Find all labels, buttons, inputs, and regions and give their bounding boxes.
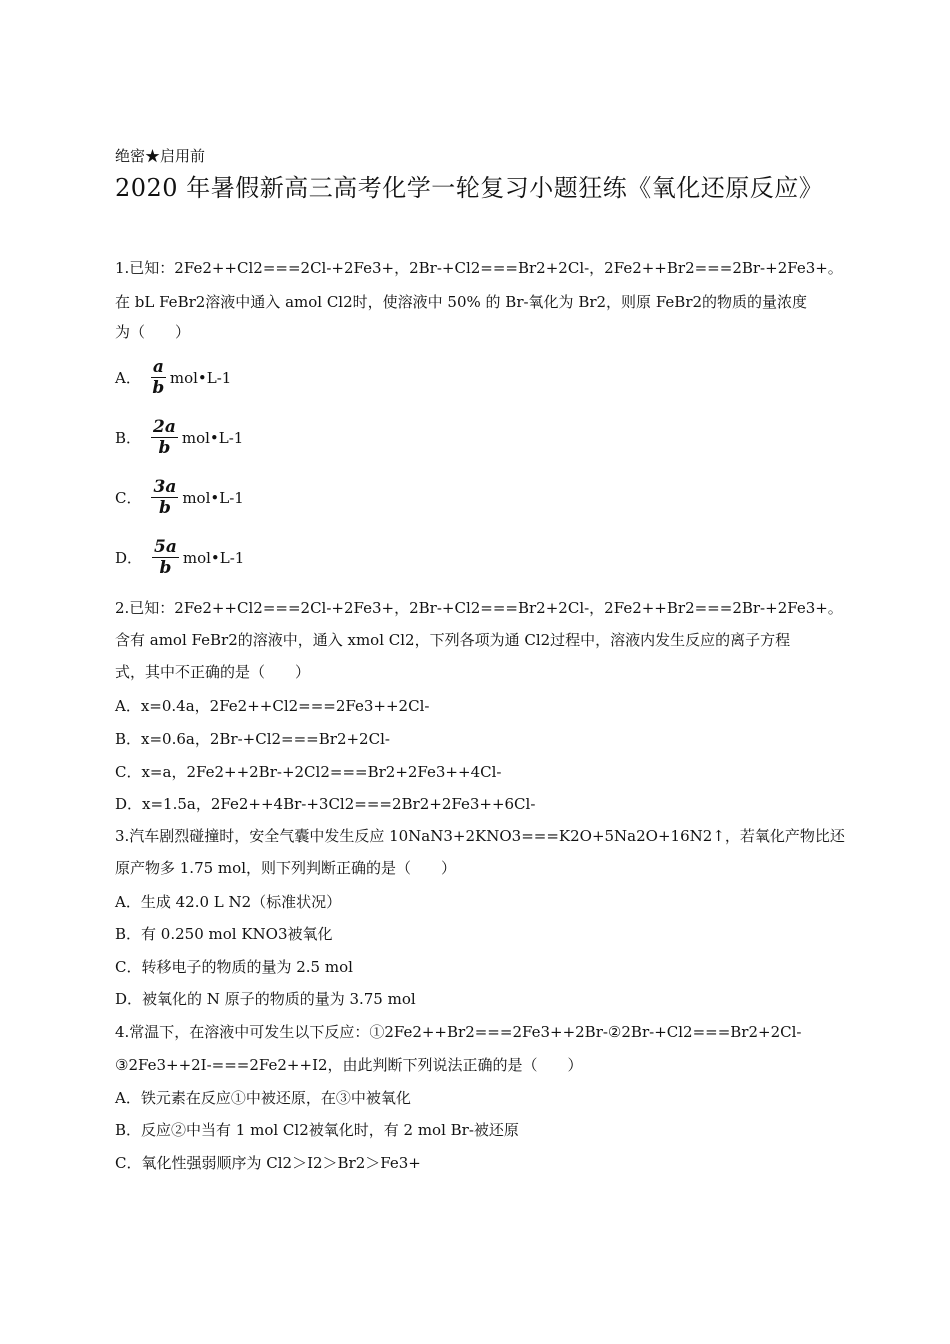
q2-stem-line2: 含有 amol FeBr2的溶液中，通入 xmol Cl2，下列各项为通 Cl2过程中，溶液内发生反应的离子方程	[115, 631, 791, 649]
fraction-denominator: b	[158, 498, 171, 518]
q3-option-a: A．生成 42.0 L N2（标准状况）	[115, 893, 342, 911]
q3-stem-line1: 3.汽车剧烈碰撞时，安全气囊中发生反应 10NaN3+2KNO3===K2O+5Na2O+16N2↑，若氧化产物比还	[115, 827, 845, 845]
q2-option-a: A．x=0.4a，2Fe2++Cl2===2Fe3++2Cl-	[115, 697, 430, 715]
q2-option-c: C．x=a，2Fe2++2Br-+2Cl2===Br2+2Fe3++4Cl-	[115, 763, 502, 781]
q3-option-d: D．被氧化的 N 原子的物质的量为 3.75 mol	[115, 990, 416, 1008]
q1-stem-line3: 为（ ）	[115, 323, 191, 341]
fraction	[151, 358, 166, 397]
q1-option-c	[115, 478, 244, 517]
q1-option-b	[115, 418, 243, 457]
unit: mol•L-1	[169, 368, 232, 387]
fraction-numerator: 3a	[153, 477, 177, 497]
q4-option-a: A．铁元素在反应①中被还原，在③中被氧化	[115, 1089, 411, 1107]
fraction-numerator: 5a	[154, 537, 177, 557]
q1-stem-line2: 在 bL FeBr2溶液中通入 amol Cl2时，使溶液中 50% 的 Br-氧化为 Br2，则原 FeBr2的物质的量浓度	[115, 293, 808, 311]
q1-stem-line1: 1.已知：2Fe2++Cl2===2Cl-+2Fe3+，2Br-+Cl2===Br2+2Cl-，2Fe2++Br2===2Br-+2Fe3+。	[115, 259, 843, 277]
q3-option-b: B．有 0.250 mol KNO3被氧化	[115, 925, 333, 943]
fraction-denominator: b	[152, 378, 165, 398]
page-title: 2020 年暑假新高三高考化学一轮复习小题狂练《氧化还原反应》	[115, 174, 824, 202]
q4-option-b: B．反应②中当有 1 mol Cl2被氧化时，有 2 mol Br-被还原	[115, 1121, 519, 1139]
q2-stem-line1: 2.已知：2Fe2++Cl2===2Cl-+2Fe3+，2Br-+Cl2===Br2+2Cl-，2Fe2++Br2===2Br-+2Fe3+。	[115, 599, 843, 617]
fraction-numerator: 2a	[153, 417, 176, 437]
fraction-numerator: a	[152, 357, 164, 377]
fraction	[151, 418, 178, 457]
unit: mol•L-1	[181, 428, 244, 447]
q1-option-a	[115, 358, 231, 397]
q2-option-b: B．x=0.6a，2Br-+Cl2===Br2+2Cl-	[115, 730, 390, 748]
q2-option-d: D．x=1.5a，2Fe2++4Br-+3Cl2===2Br2+2Fe3++6Cl-	[115, 795, 536, 813]
secret-label: 绝密★启用前	[115, 147, 206, 165]
option-letter: D．	[115, 549, 143, 567]
unit: mol•L-1	[182, 548, 245, 567]
q2-stem-line3: 式，其中不正确的是（ ）	[115, 663, 311, 681]
q4-stem-line1: 4.常温下，在溶液中可发生以下反应：①2Fe2++Br2===2Fe3++2Br-②2Br-+Cl2===Br2+2Cl-	[115, 1023, 802, 1041]
option-letter: C．	[115, 489, 142, 507]
option-letter: A．	[115, 369, 141, 387]
option-letter: B．	[115, 429, 142, 447]
q4-option-c: C．氧化性强弱顺序为 Cl2＞I2＞Br2＞Fe3+	[115, 1154, 421, 1172]
q4-stem-line2: ③2Fe3++2I-===2Fe2++I2，由此判断下列说法正确的是（ ）	[115, 1056, 583, 1074]
fraction-denominator: b	[158, 438, 171, 458]
fraction	[152, 538, 179, 577]
q3-option-c: C．转移电子的物质的量为 2.5 mol	[115, 958, 353, 976]
fraction	[151, 478, 178, 517]
fraction-denominator: b	[159, 558, 172, 578]
unit: mol•L-1	[182, 488, 244, 507]
q3-stem-line2: 原产物多 1.75 mol，则下列判断正确的是（ ）	[115, 859, 456, 877]
q1-option-d	[115, 538, 244, 577]
